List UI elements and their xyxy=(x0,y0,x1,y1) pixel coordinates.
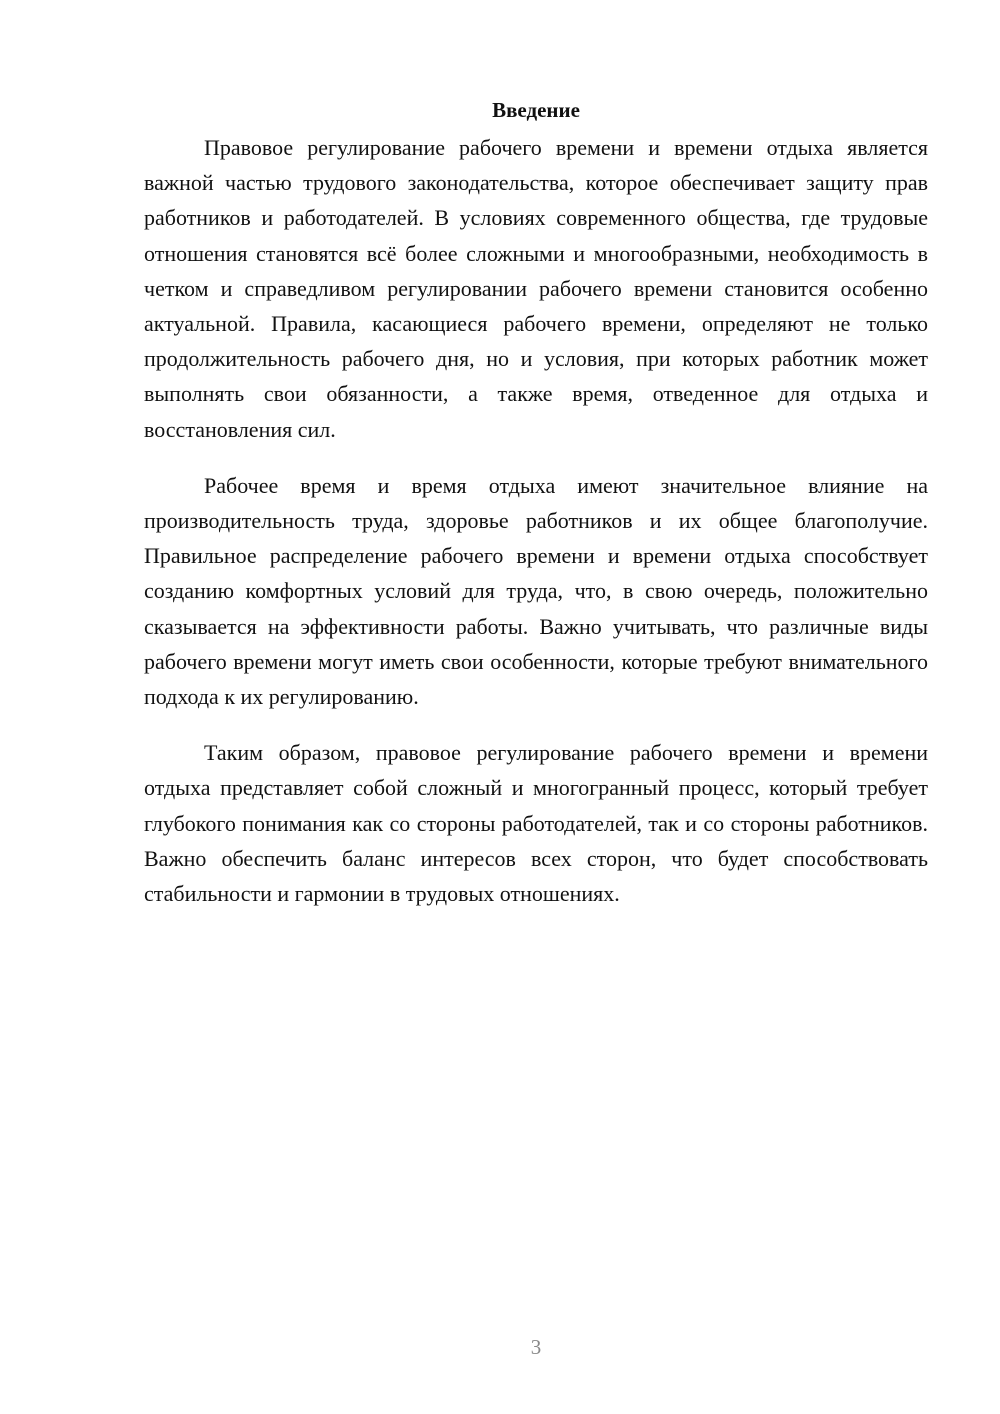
paragraph-1: Правовое регулирование рабочего времени и времени отдыха является важной частью трудового законодательства, которое обеспечивает защиту прав работников и работодателей. В условиях современного общества, где трудовые отношения становятся всё более сложными и многообразными, необходимость в четком и справедливом регулировании рабочего времени становится особенно актуальной. Правила, касающиеся рабочего времени, определяют не только продолжительность рабочего дня, но и условия, при которых работник может выполнять свои обязанности, а также время, отведенное для отдыха и восстановления сил. xyxy=(144,135,928,442)
paragraph-2: Рабочее время и время отдыха имеют значительное влияние на производительность труда, здоровье работников и их общее благополучие. Правильное распределение рабочего времени и времени отдыха способствует созданию комфортных условий для труда, что, в свою очередь, положительно сказывается на эффективности работы. Важно учитывать, что различные виды рабочего времени могут иметь свои особенности, которые требуют внимательного подхода к их регулированию. xyxy=(144,472,928,710)
page-content xyxy=(144,94,928,932)
page-number: 3 xyxy=(530,1335,542,1359)
paragraph-3: Таким образом, правовое регулирование рабочего времени и времени отдыха представляет собой сложный и многогранный процесс, который требует глубокого понимания как со стороны работодателей, так и со стороны работников. Важно обеспечить баланс интересов всех сторон, что будет способствовать стабильности и гармонии в трудовых отношениях. xyxy=(144,740,928,907)
section-heading: Введение xyxy=(492,98,580,122)
